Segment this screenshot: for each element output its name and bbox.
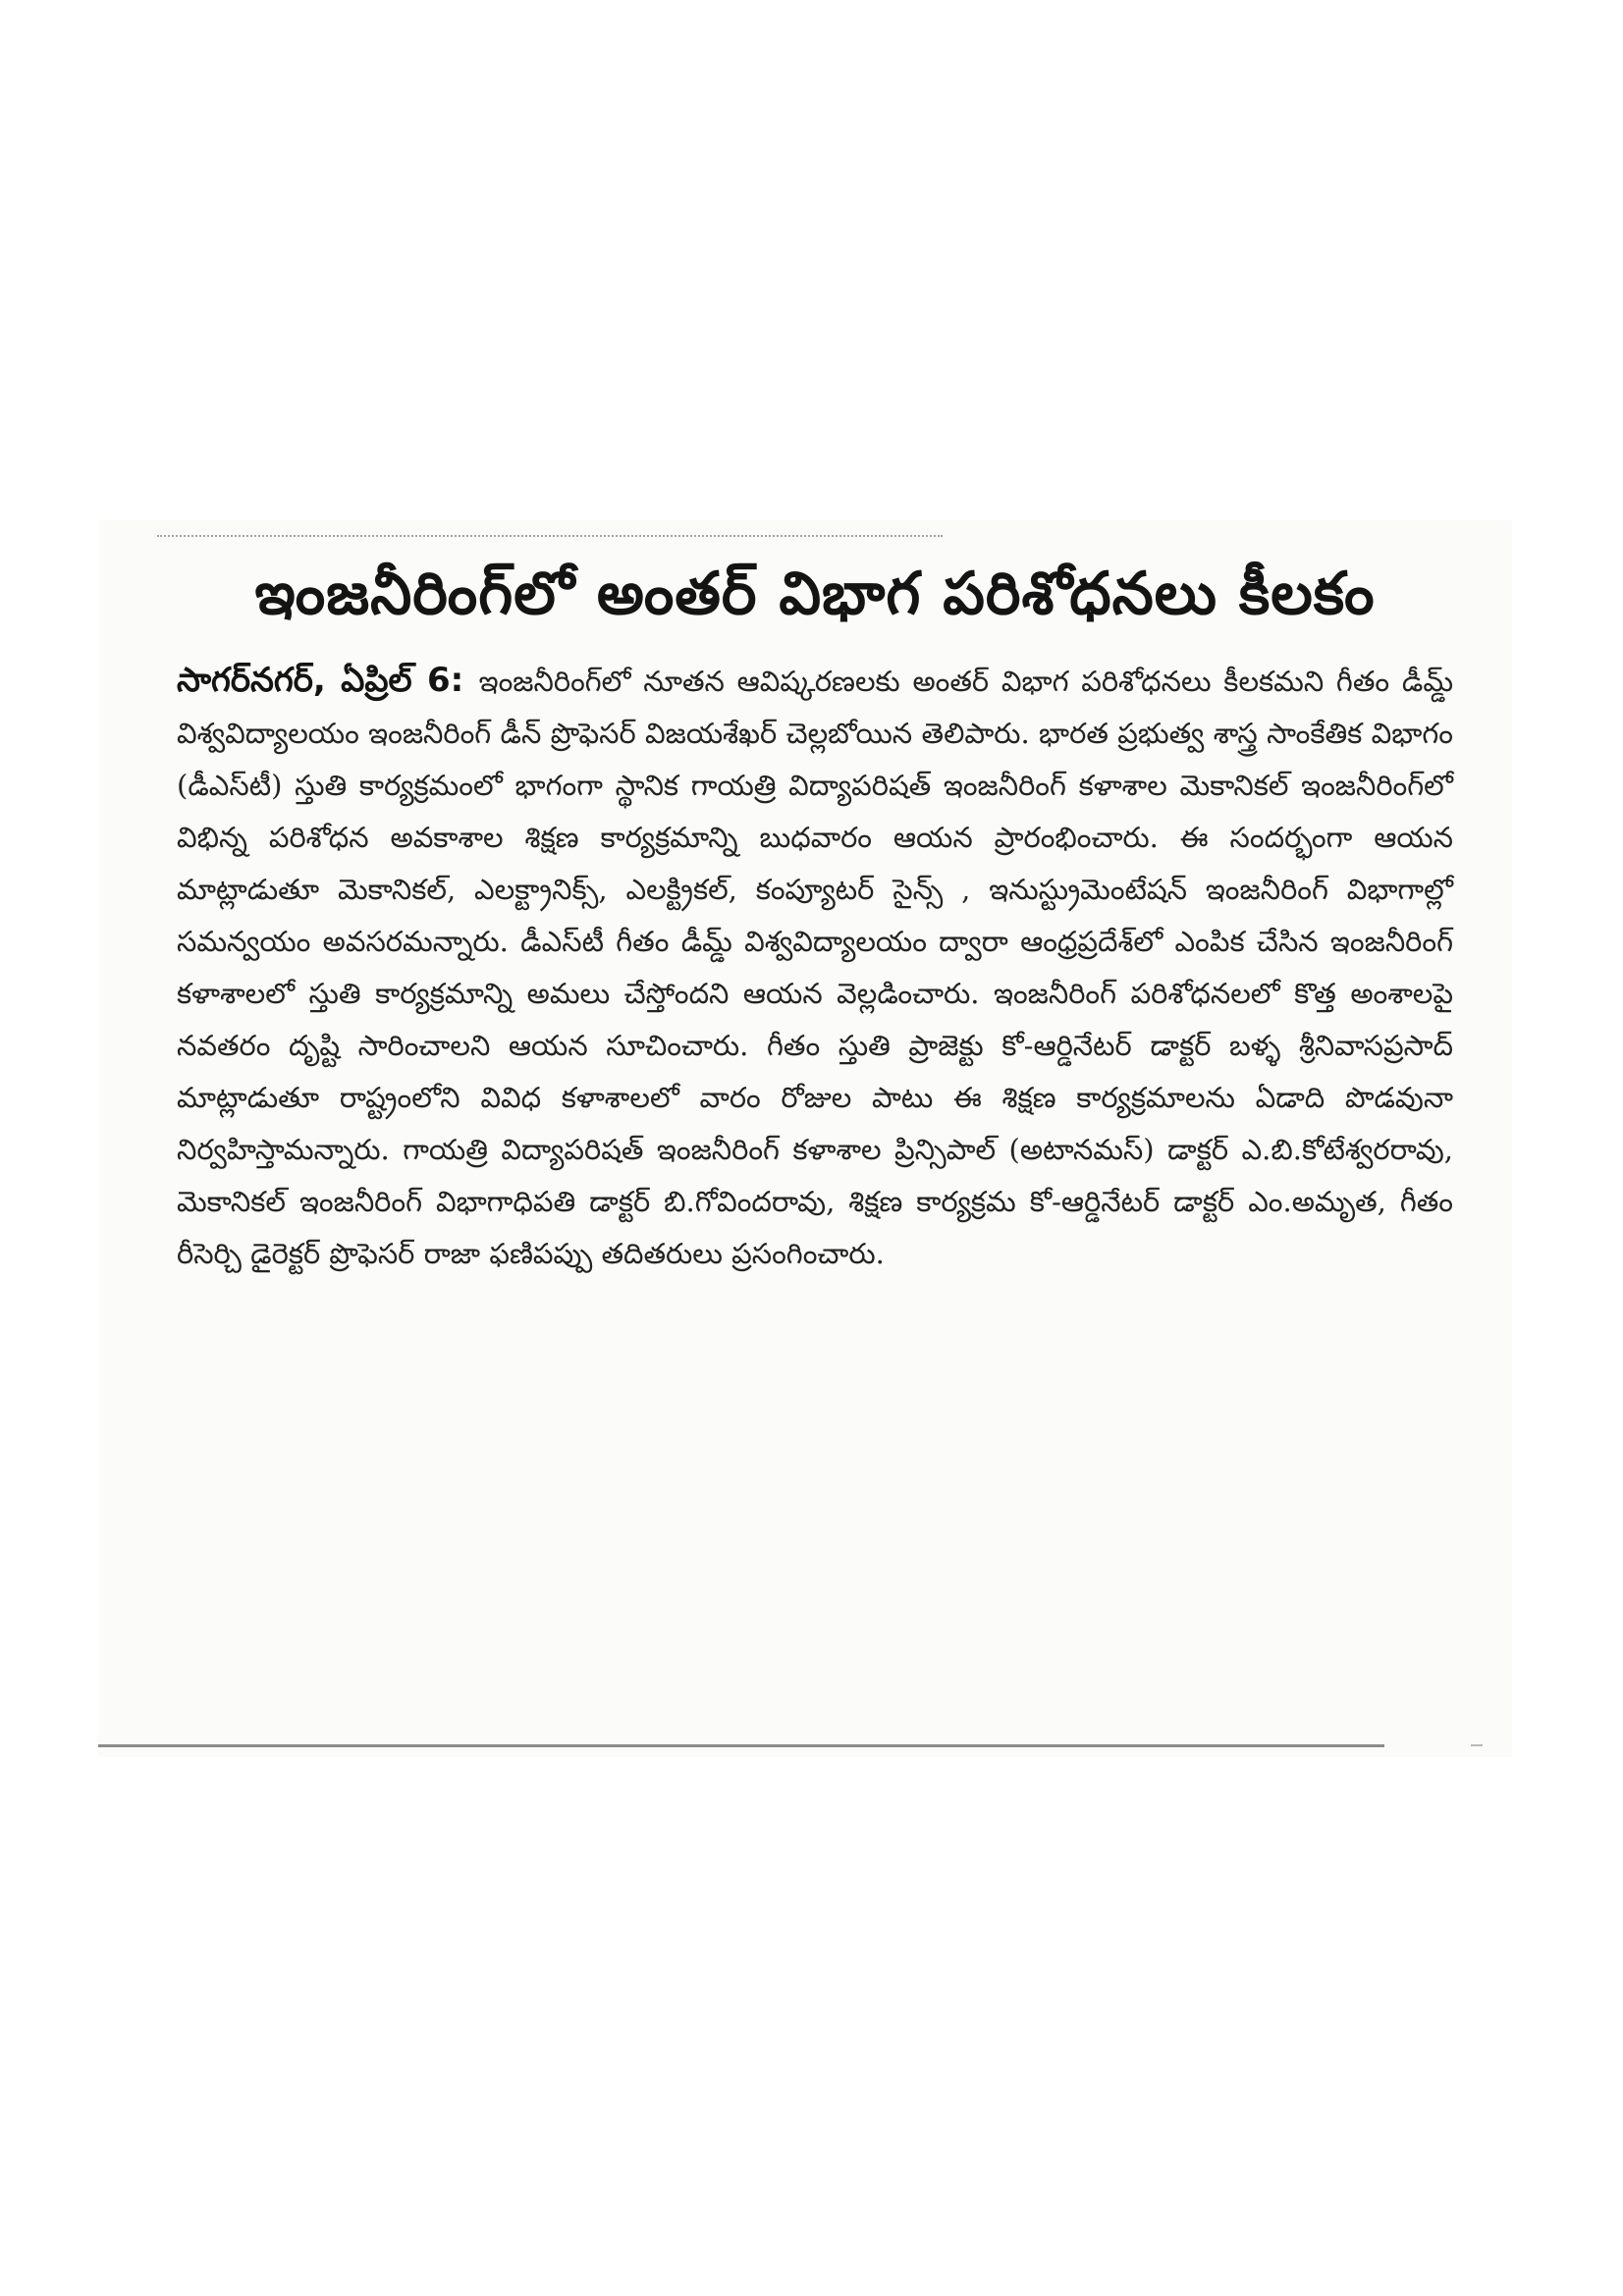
clipping-cut-edge [157, 535, 943, 547]
article-bottom-rule [98, 1744, 1384, 1747]
scan-speck [1471, 1744, 1483, 1746]
article-body-text: ఇంజనీరింగ్‌లో నూతన ఆవిష్కరణలకు అంతర్ విభాగ పరిశోధనలు కీలకమని గీతం డీమ్డ్ విశ్వవిద్యాలయం ఇంజనీరింగ్ డీన్ ప్రొఫెసర్ విజయశేఖర్ చెల్లబోయిన తెలిపారు. భారత ప్రభుత్వ శాస్త్ర సాంకేతిక విభాగం (డీఎస్‌టీ) స్తుతి కార్యక్రమంలో భాగంగా స్థానిక గాయత్రి విద్యాపరిషత్ ఇంజనీరింగ్ కళాశాల మెకానికల్ ఇంజనీరింగ్‌లో విభిన్న పరిశోధన అవకాశాల శిక్షణ కార్యక్రమాన్ని బుధవారం ఆయన ప్రారంభించారు. ఈ సందర్భంగా ఆయన మాట్లాడుతూ మెకానికల్, ఎలక్ట్రానిక్స్, ఎలక్ట్రికల్, కంప్యూటర్ సైన్స్ , ఇనుస్ట్రుమెంటేషన్ ఇంజనీరింగ్ విభాగాల్లో సమన్వయం అవసరమన్నారు. డీఎస్‌టీ గీతం డీమ్డ్ విశ్వవిద్యాలయం ద్వారా ఆంధ్రప్రదేశ్‌లో ఎంపిక చేసిన ఇంజనీరింగ్ కళాశాలలో స్తుతి కార్యక్రమాన్ని అమలు చేస్తోందని ఆయన వెల్లడించారు. ఇంజనీరింగ్ పరిశోధనలలో కొత్త అంశాలపై నవతరం దృష్టి సారించాలని ఆయన సూచించారు. గీతం స్తుతి ప్రాజెక్టు కో-ఆర్డినేటర్ డాక్టర్ బళ్ళ శ్రీనివాసప్రసాద్ మాట్లాడుతూ రాష్ట్రంలోని వివిధ కళాశాలలో వారం రోజుల పాటు ఈ శిక్షణ కార్యక్రమాలను ఏడాది పొడవునా నిర్వహిస్తామన్నారు. గాయత్రి విద్యాపరిషత్ ఇంజనీరింగ్ కళాశాల ప్రిన్సిపాల్ (అటానమస్) డాక్టర్ ఎ.బి.కోటేశ్వరరావు, మెకానికల్ ఇంజనీరింగ్ విభాగాధిపతి డాక్టర్ బి.గోవిందరావు, శిక్షణ కార్యక్రమ కో-ఆర్డినేటర్ డాక్టర్ ఎం.అమృత, గీతం రీసెర్చి డైరెక్టర్ ప్రొఫెసర్ రాజా ఫణిపప్పు తదితరులు ప్రసంగించారు. [177, 665, 1453, 1270]
article-headline: ఇంజనీరింగ్‌లో అంతర్ విభాగ పరిశోధనలు కీలకం [254, 560, 1376, 628]
article-body [177, 655, 1453, 1280]
news-article [177, 555, 1453, 1280]
article-dateline: సాగర్‌నగర్, ఏప్రిల్ 6: [177, 661, 479, 700]
